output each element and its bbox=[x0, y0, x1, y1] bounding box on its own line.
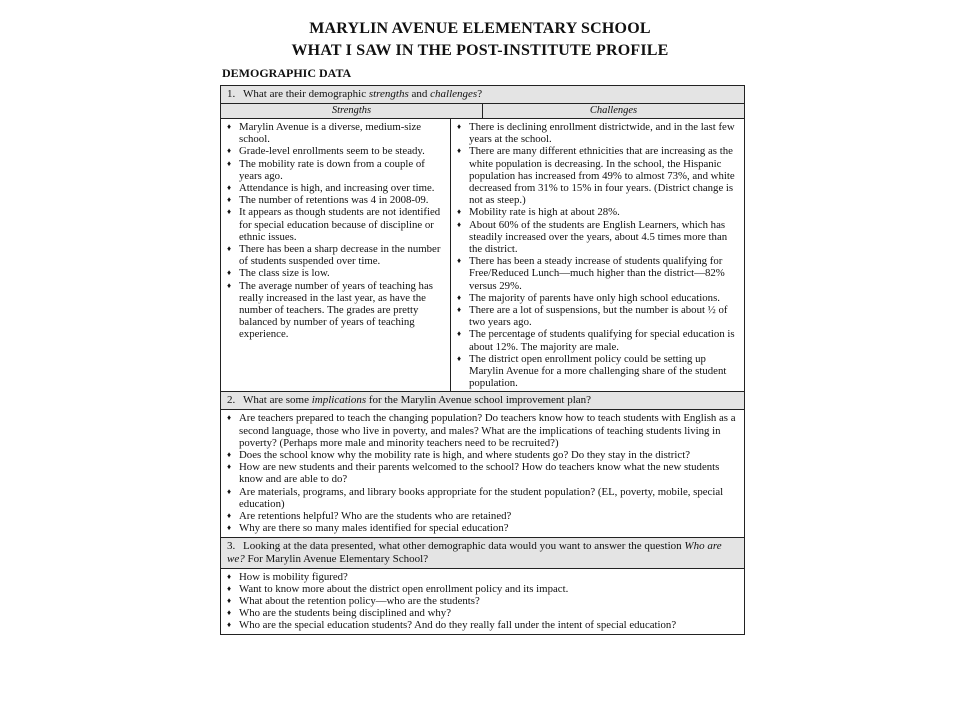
implication-item: ♦ Are retentions helpful? Who are the students who are retained? bbox=[225, 510, 740, 522]
challenge-item: ♦ The district open enrollment policy could be setting up Marylin Avenue for a more challenging share of the student population. bbox=[455, 353, 740, 390]
strength-item: ♦ The number of retentions was 4 in 2008-09. bbox=[225, 194, 446, 206]
challenge-item: ♦ There is declining enrollment districtwide, and in the last few years at the school. bbox=[455, 121, 740, 145]
implication-item: ♦ How are new students and their parents welcomed to the school? How do teachers know what the new students know and are able to do? bbox=[225, 461, 740, 485]
challenges-column bbox=[451, 119, 744, 391]
challenge-item: ♦ About 60% of the students are English Learners, which has steadily increased over the years, about 4.5 times more than the district. bbox=[455, 219, 740, 256]
implication-item: ♦ Does the school know why the mobility rate is high, and where students go? Do they stay in the district? bbox=[225, 449, 740, 461]
implication-item: ♦ Why are there so many males identified for special education? bbox=[225, 522, 740, 534]
challenge-item: ♦ Mobility rate is high at about 28%. bbox=[455, 206, 740, 218]
challenges-list bbox=[455, 121, 740, 389]
other-data-item: ♦ Who are the students being disciplined and why? bbox=[225, 607, 740, 619]
strength-item: ♦ Marylin Avenue is a diverse, medium-size school. bbox=[225, 121, 446, 145]
strength-item: ♦ It appears as though students are not identified for special education because of discipline or ethnic issues. bbox=[225, 206, 446, 243]
implication-item: ♦ Are materials, programs, and library books appropriate for the student population? (EL, poverty, mobile, special education) bbox=[225, 486, 740, 510]
strengths-list bbox=[225, 121, 446, 341]
strength-item: ♦ Grade-level enrollments seem to be steady. bbox=[225, 145, 446, 157]
document-subtitle: WHAT I SAW IN THE POST-INSTITUTE PROFILE bbox=[291, 42, 669, 59]
profile-table bbox=[220, 85, 745, 635]
implications-list bbox=[225, 412, 740, 534]
section-heading: DEMOGRAPHIC DATA bbox=[222, 66, 352, 80]
question-text: What are some implications for the Marylin Avenue school improvement plan? bbox=[243, 394, 592, 407]
question-text: Looking at the data presented, what other demographic data would you want to answer the question Who are we? For Marylin Avenue Elementary School? bbox=[227, 539, 722, 565]
other-data-cell bbox=[221, 569, 744, 634]
question-text: What are their demographic strengths and challenges? bbox=[243, 88, 483, 100]
challenges-header: Challenges bbox=[589, 105, 638, 116]
question-2-row bbox=[221, 392, 744, 410]
implications-cell bbox=[221, 410, 744, 537]
strength-item: ♦ The average number of years of teaching has really increased in the last year, as have the number of teachers. The grades are pretty balanced by number of years of teaching experience. bbox=[225, 280, 446, 341]
strengths-challenges-row bbox=[221, 119, 744, 392]
other-data-item: ♦ How is mobility figured? bbox=[225, 571, 740, 583]
other-data-item: ♦ Want to know more about the district open enrollment policy and its impact. bbox=[225, 583, 740, 595]
implication-item: ♦ Are teachers prepared to teach the changing population? Do teachers know how to teach students with English as a second language, those who live in poverty, and males? What are the implications of teaching students living in poverty? (Perhaps more male and minority teachers need to be recruited?) bbox=[225, 412, 740, 449]
challenge-item: ♦ The majority of parents have only high school educations. bbox=[455, 292, 740, 304]
question-3-row bbox=[221, 538, 744, 569]
strengths-header: Strengths bbox=[221, 104, 483, 118]
strength-item: ♦ There has been a sharp decrease in the number of students suspended over time. bbox=[225, 243, 446, 267]
challenge-item: ♦ There has been a steady increase of students qualifying for Free/Reduced Lunch—much higher than the district—82% versus 29%. bbox=[455, 255, 740, 292]
challenge-item: ♦ There are many different ethnicities that are increasing as the white population is decreasing. In the school, the Hispanic population has increased from 49% to almost 73%, and white decreased from 31% to 15% in four years. (District change is not as steep.) bbox=[455, 145, 740, 206]
other-data-item: ♦ Who are the special education students? And do they really fall under the intent of special education? bbox=[225, 619, 740, 631]
other-data-list bbox=[225, 571, 740, 632]
strength-item: ♦ Attendance is high, and increasing over time. bbox=[225, 182, 446, 194]
challenge-item: ♦ There are a lot of suspensions, but the number is about ½ of two years ago. bbox=[455, 304, 740, 328]
column-header-row bbox=[221, 104, 744, 119]
strength-item: ♦ The mobility rate is down from a couple of years ago. bbox=[225, 158, 446, 182]
question-1-row bbox=[221, 86, 744, 104]
question-number: 1. bbox=[227, 88, 236, 100]
other-data-item: ♦ What about the retention policy—who are the students? bbox=[225, 595, 740, 607]
question-number: 2. bbox=[227, 394, 236, 407]
strength-item: ♦ The class size is low. bbox=[225, 267, 446, 279]
challenge-item: ♦ The percentage of students qualifying for special education is about 12%. The majority are male. bbox=[455, 328, 740, 352]
strengths-column bbox=[221, 119, 451, 391]
question-number: 3. bbox=[227, 539, 236, 552]
document-title: MARYLIN AVENUE ELEMENTARY SCHOOL bbox=[309, 20, 651, 37]
